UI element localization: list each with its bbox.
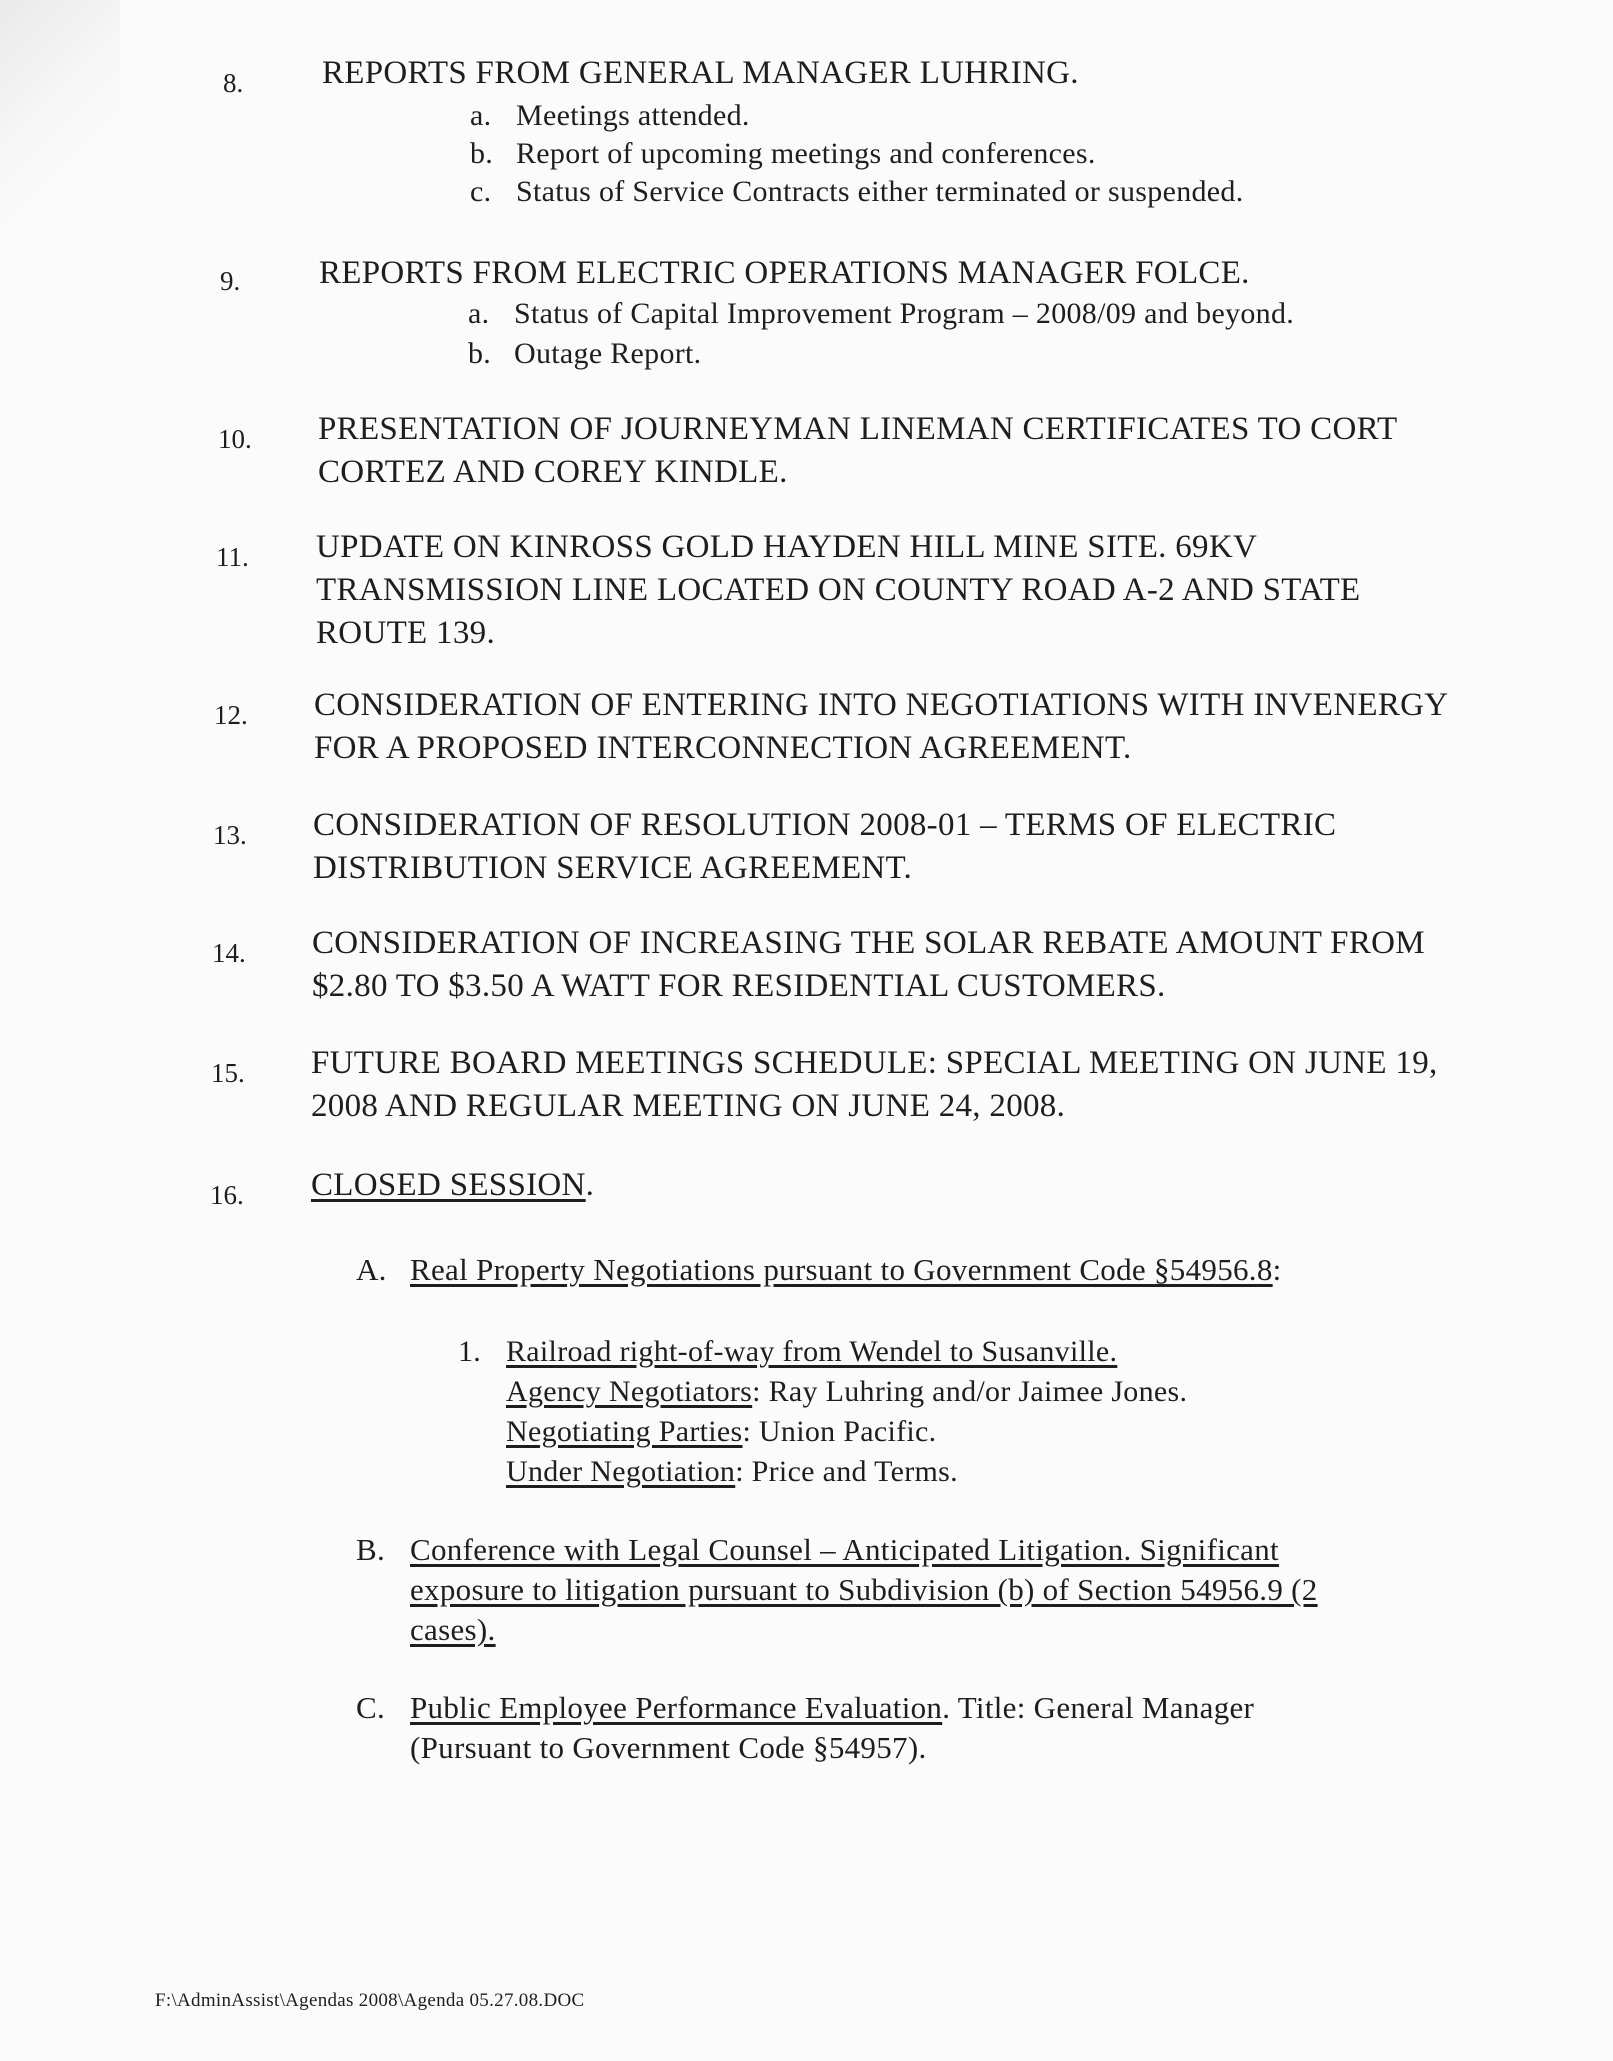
item-10-line-2: CORTEZ AND COREY KINDLE.	[318, 454, 788, 490]
closed-session-a-letter: A.	[356, 1252, 387, 1287]
item-8-title: REPORTS FROM GENERAL MANAGER LUHRING.	[322, 55, 1079, 91]
item-8b-label: b.	[470, 137, 494, 170]
item-8a-label: a.	[470, 99, 492, 132]
agency-negotiators-label: Agency Negotiators	[506, 1375, 753, 1408]
closed-session-c-text	[410, 1688, 1254, 1768]
item-8-number: 8.	[223, 68, 244, 98]
item-11-line-2: TRANSMISSION LINE LOCATED ON COUNTY ROAD A-2 AND STATE	[316, 572, 1361, 608]
closed-session-c-line-1	[410, 1688, 1254, 1728]
closed-session-a-1-row-agency	[458, 1372, 1187, 1412]
file-path-footer: F:\AdminAssist\Agendas 2008\Agenda 05.27.08.DOC	[155, 1990, 585, 2011]
item-12-number: 12.	[214, 700, 248, 730]
negotiating-parties-label: Negotiating Parties	[506, 1415, 743, 1448]
item-16-number: 16.	[210, 1180, 244, 1210]
item-10-text	[318, 408, 1397, 494]
item-12-text	[314, 684, 1448, 770]
item-8b	[470, 134, 1096, 174]
closed-session-c-letter: C.	[356, 1690, 386, 1725]
item-9a-text: Status of Capital Improvement Program – 2008/09 and beyond.	[514, 297, 1295, 330]
closed-session-a-1-row-parties	[458, 1412, 1187, 1452]
closed-session-c-heading: Public Employee Performance Evaluation	[410, 1690, 943, 1725]
item-9a	[468, 294, 1294, 334]
item-13-line-1: CONSIDERATION OF RESOLUTION 2008-01 – TERMS OF ELECTRIC	[313, 807, 1337, 843]
item-8c-text: Status of Service Contracts either terminated or suspended.	[516, 175, 1244, 208]
item-14-number: 14.	[212, 938, 246, 968]
closed-session-c-row	[356, 1688, 1254, 1768]
item-15-text	[311, 1042, 1438, 1128]
item-9-number: 9.	[220, 266, 241, 296]
closed-session-b-row	[356, 1530, 1318, 1650]
closed-session-b-letter: B.	[356, 1532, 386, 1567]
item-16-title-suffix: .	[585, 1167, 595, 1203]
item-14-line-2: $2.80 TO $3.50 A WATT FOR RESIDENTIAL CUSTOMERS.	[312, 968, 1166, 1004]
item-11-line-1: UPDATE ON KINROSS GOLD HAYDEN HILL MINE SITE. 69KV	[316, 529, 1258, 565]
item-14-text	[312, 922, 1425, 1008]
item-8b-text: Report of upcoming meetings and conferences.	[516, 137, 1096, 170]
negotiating-parties-value: : Union Pacific.	[742, 1415, 937, 1448]
closed-session-a-1-title: Railroad right-of-way from Wendel to Susanville.	[506, 1335, 1118, 1368]
item-12-line-1: CONSIDERATION OF ENTERING INTO NEGOTIATIONS WITH INVENERGY	[314, 687, 1449, 723]
item-12-line-2: FOR A PROPOSED INTERCONNECTION AGREEMENT.	[314, 730, 1132, 766]
item-14-line-1: CONSIDERATION OF INCREASING THE SOLAR REBATE AMOUNT FROM	[312, 925, 1425, 961]
closed-session-a-1-number: 1.	[458, 1335, 482, 1368]
item-8a-text: Meetings attended.	[516, 99, 750, 132]
item-8a	[470, 96, 750, 136]
closed-session-a-1-row-under	[458, 1452, 1187, 1492]
closed-session-b-line-2: exposure to litigation pursuant to Subdivision (b) of Section 54956.9 (2	[410, 1572, 1318, 1607]
closed-session-b-line-3: cases).	[410, 1612, 496, 1647]
closed-session-a-heading-suffix: :	[1272, 1252, 1282, 1287]
item-9b-label: b.	[468, 337, 492, 370]
closed-session-b-line-1: Conference with Legal Counsel – Anticipated Litigation. Significant	[410, 1532, 1279, 1567]
closed-session-a-1-title-row	[458, 1332, 1187, 1372]
under-negotiation-value: : Price and Terms.	[735, 1455, 958, 1488]
item-15-number: 15.	[211, 1058, 245, 1088]
item-9-title: REPORTS FROM ELECTRIC OPERATIONS MANAGER FOLCE.	[319, 255, 1250, 291]
item-11-number: 11.	[216, 542, 249, 572]
agency-negotiators-value: : Ray Luhring and/or Jaimee Jones.	[752, 1375, 1188, 1408]
closed-session-a-1	[458, 1332, 1187, 1492]
closed-session-a-heading: Real Property Negotiations pursuant to Government Code §54956.8	[410, 1252, 1273, 1287]
item-13-number: 13.	[213, 820, 247, 850]
item-10-number: 10.	[218, 424, 252, 454]
item-9b	[468, 334, 701, 374]
item-16-title: CLOSED SESSION	[311, 1167, 586, 1203]
item-10-line-1: PRESENTATION OF JOURNEYMAN LINEMAN CERTIFICATES TO CORT	[318, 411, 1398, 447]
closed-session-a	[356, 1250, 1282, 1290]
closed-session-b-text	[410, 1530, 1318, 1650]
item-13-line-2: DISTRIBUTION SERVICE AGREEMENT.	[313, 850, 913, 886]
item-13-text	[313, 804, 1336, 890]
closed-session-c-line-2: (Pursuant to Government Code §54957).	[410, 1730, 927, 1765]
item-8c-label: c.	[470, 175, 492, 208]
item-15-line-2: 2008 AND REGULAR MEETING ON JUNE 24, 2008.	[311, 1088, 1066, 1124]
item-9b-text: Outage Report.	[514, 337, 702, 370]
under-negotiation-label: Under Negotiation	[506, 1455, 736, 1488]
item-9a-label: a.	[468, 297, 490, 330]
closed-session-b	[356, 1530, 1318, 1650]
item-16-title-row	[311, 1164, 594, 1207]
item-15-line-1: FUTURE BOARD MEETINGS SCHEDULE: SPECIAL MEETING ON JUNE 19,	[311, 1045, 1438, 1081]
item-11-line-3: ROUTE 139.	[316, 615, 495, 651]
closed-session-c	[356, 1688, 1254, 1768]
closed-session-c-heading-suffix: . Title: General Manager	[942, 1690, 1255, 1725]
item-8c	[470, 172, 1244, 212]
item-11-text	[316, 526, 1361, 655]
